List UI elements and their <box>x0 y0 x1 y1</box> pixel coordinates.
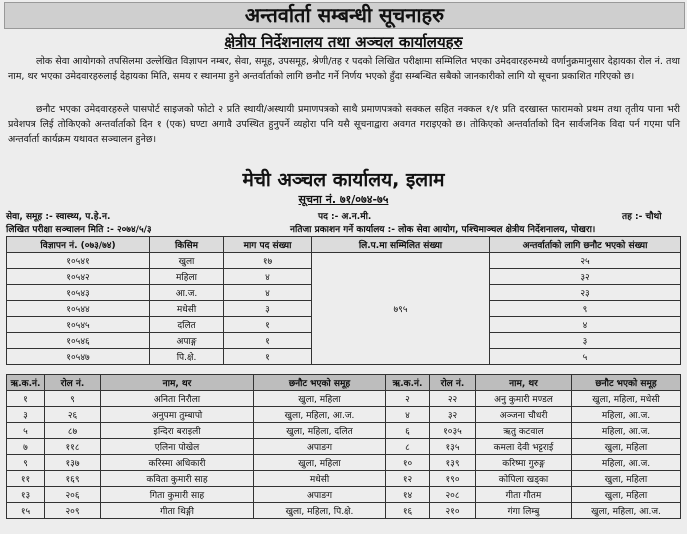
serial-cell: ८ <box>386 439 430 455</box>
roll-cell: २०९ <box>45 503 101 519</box>
col-header-ad-no: विज्ञापन नं. (०७३/७४) <box>7 237 150 253</box>
table-row <box>7 503 681 519</box>
serial-cell: १६ <box>386 503 430 519</box>
serial-cell: २ <box>386 391 430 407</box>
candidate-header-row <box>7 375 681 391</box>
col-header-group: छनौट भएको समूह <box>254 375 386 391</box>
group-cell: खुला, महिला, आ.ज. <box>254 407 386 423</box>
roll-cell: १९० <box>430 471 476 487</box>
service-group: सेवा, समूह :- स्वास्थ्य, प.हे.न. <box>6 212 111 222</box>
serial-cell: १० <box>386 455 430 471</box>
col-header-demand: माग पद संख्या <box>224 237 312 253</box>
ad-number-cell: १०५४४ <box>7 301 150 317</box>
ad-number-cell: १०५४६ <box>7 333 150 349</box>
name-cell: इन्दिरा बराइली <box>101 423 254 439</box>
type-cell: मधेसी <box>150 301 224 317</box>
name-cell: अनिता निरौला <box>101 391 254 407</box>
group-cell: खुला, महिला <box>572 471 681 487</box>
table-row <box>7 487 681 503</box>
candidate-table <box>6 374 681 519</box>
name-cell: गीता थिङ्गी <box>101 503 254 519</box>
name-cell: ऋतु कटवाल <box>476 423 572 439</box>
ad-number-cell: १०५४७ <box>7 349 150 365</box>
col-header-type: किसिम <box>150 237 224 253</box>
roll-cell: २६ <box>45 407 101 423</box>
col-header-group-2: छनौट भएको समूह <box>572 375 681 391</box>
demand-cell: ४ <box>224 285 312 301</box>
serial-cell: १४ <box>386 487 430 503</box>
section-subtitle: क्षेत्रीय निर्देशनालय तथा अञ्चल कार्यालयहरु <box>224 33 463 51</box>
col-header-roll: रोल नं. <box>45 375 101 391</box>
group-cell: खुला, महिला <box>254 391 386 407</box>
name-cell: अनुपमा तुम्बापो <box>101 407 254 423</box>
group-cell: खुला, महिला, मधेसी <box>572 391 681 407</box>
selected-count-cell: ३२ <box>490 269 681 285</box>
type-cell: आ.ज. <box>150 285 224 301</box>
ad-number-cell: १०५४५ <box>7 317 150 333</box>
name-cell: कोपिला खड्का <box>476 471 572 487</box>
type-cell: महिला <box>150 269 224 285</box>
roll-cell: १०३५ <box>430 423 476 439</box>
name-cell: एलिना पोखेल <box>101 439 254 455</box>
roll-cell: ९ <box>45 391 101 407</box>
roll-cell: ८७ <box>45 423 101 439</box>
group-cell: महिला, आ.ज. <box>572 455 681 471</box>
roll-cell: १३७ <box>45 455 101 471</box>
selected-count-cell: ५ <box>490 349 681 365</box>
roll-cell: २०६ <box>45 487 101 503</box>
serial-cell: १२ <box>386 471 430 487</box>
col-header-serial: ऋ.क.नं. <box>7 375 45 391</box>
demand-cell: १७ <box>224 253 312 269</box>
name-cell: गीता गौतम <box>476 487 572 503</box>
post-name: पद :- अ.न.मी. <box>318 212 372 222</box>
group-cell: खुला, महिला, दलित <box>254 423 386 439</box>
col-header-attended: लि.प.मा सम्मिलित संख्या <box>312 237 490 253</box>
serial-cell: ६ <box>386 423 430 439</box>
col-header-name-2: नाम, थर <box>476 375 572 391</box>
intro-paragraph-2: छनौट भएका उमेदवारहरुले पासपोर्ट साइजको फोटो २ प्रति स्थायी/अस्थायी प्रमाणपत्रको साथै प्रमाणपत्रको सक्कल सहित नक्कल १/१ प्रति दरखास्त फारामको प्रथम तथा तृतीय पाना भरी प्रवेशपत्र लिई तोकिएको अन्तर्वार्ताको दिन १ (एक) घण्टा अगावै उपस्थित हुनुपर्ने व्यहोरा पनि यसै सूचनाद्वारा अवगत गराइएको छ। तोकिएको अन्तर्वार्ताको दिन सार्वजनिक विदा पर्न गएमा पनि अन्तर्वार्ता कार्यक्रम यथावत सञ्चालन हुनेछ। <box>8 104 680 146</box>
roll-cell: २२ <box>430 391 476 407</box>
serial-cell: ४ <box>386 407 430 423</box>
serial-cell: १५ <box>7 503 45 519</box>
roll-cell: २०८ <box>430 487 476 503</box>
roll-cell: १३५ <box>430 439 476 455</box>
table-row <box>7 391 681 407</box>
roll-cell: ३२ <box>430 407 476 423</box>
col-header-serial-2: ऋ.क.नं. <box>386 375 430 391</box>
demand-cell: ४ <box>224 269 312 285</box>
group-cell: खुला, महिला <box>572 487 681 503</box>
type-cell: खुला <box>150 253 224 269</box>
col-header-selected: अन्तर्वार्ताको लागि छनौट भएको संख्या <box>490 237 681 253</box>
demand-cell: १ <box>224 317 312 333</box>
ad-number-cell: १०५४३ <box>7 285 150 301</box>
ad-number-cell: १०५४२ <box>7 269 150 285</box>
group-cell: अपाङग <box>254 439 386 455</box>
page-banner: अन्तर्वार्ता सम्बन्धी सूचनाहरु <box>4 2 685 29</box>
exam-date: लिखित परीक्षा सञ्चालन मिति :- २०७४/५/३ <box>6 225 152 235</box>
roll-cell: १३९ <box>430 455 476 471</box>
demand-cell: १ <box>224 349 312 365</box>
ad-number-cell: १०५४१ <box>7 253 150 269</box>
group-cell: महिला, आ.ज. <box>572 423 681 439</box>
name-cell: करिष्मा गुरुङ्ग <box>476 455 572 471</box>
group-cell: खुला, महिला <box>572 439 681 455</box>
group-cell: खुला, महिला, पि.क्षे. <box>254 503 386 519</box>
table-row <box>7 471 681 487</box>
col-header-roll-2: रोल नं. <box>430 375 476 391</box>
summary-header-row <box>7 237 681 253</box>
notice-number: सूचना नं. ७१/०७४-७५ <box>298 193 389 206</box>
group-cell: खुला, महिला, आ.ज. <box>572 503 681 519</box>
roll-cell: ११८ <box>45 439 101 455</box>
name-cell: गिता कुमारी साह <box>101 487 254 503</box>
selected-count-cell: २५ <box>490 253 681 269</box>
serial-cell: ७ <box>7 439 45 455</box>
name-cell: गंगा लिम्बु <box>476 503 572 519</box>
summary-row <box>7 253 681 269</box>
group-cell: मधेसी <box>254 471 386 487</box>
serial-cell: ५ <box>7 423 45 439</box>
post-level: तह :- चौथो <box>622 212 662 222</box>
table-row <box>7 407 681 423</box>
table-row <box>7 455 681 471</box>
col-header-name: नाम, थर <box>101 375 254 391</box>
table-row <box>7 439 681 455</box>
table-row <box>7 423 681 439</box>
name-cell: अञ्जना चौधरी <box>476 407 572 423</box>
selected-count-cell: ३ <box>490 333 681 349</box>
type-cell: अपाङ्ग <box>150 333 224 349</box>
selected-count-cell: ९ <box>490 301 681 317</box>
serial-cell: ३ <box>7 407 45 423</box>
serial-cell: ११ <box>7 471 45 487</box>
group-cell: अपाङग <box>254 487 386 503</box>
serial-cell: १३ <box>7 487 45 503</box>
serial-cell: ९ <box>7 455 45 471</box>
name-cell: अनु कुमारी मण्डल <box>476 391 572 407</box>
roll-cell: १६९ <box>45 471 101 487</box>
type-cell: दलित <box>150 317 224 333</box>
group-cell: खुला, महिला <box>254 455 386 471</box>
result-office: नतिजा प्रकाशन गर्ने कार्यालय :- लोक सेवा आयोग, पश्चिमाञ्चल क्षेत्रीय निर्देशनालय, पोखरा। <box>290 225 596 235</box>
selected-count-cell: ४ <box>490 317 681 333</box>
intro-paragraph-1: लोक सेवा आयोगको तपसिलमा उल्लेखित विज्ञापन नम्बर, सेवा, समूह, उपसमूह, श्रेणी/तह र पदको लिखित परीक्षामा सम्मिलित भएका उमेदवारहरुमध्ये वर्णानुक्रमानुसार देहायका रोल नं. तथा नाम, थर भएका उमेदवारहरुलाई देहायका मिति, समय र स्थानमा हुने अन्तर्वार्ताको लागि छनौट गर्ने निर्णय भएको हुँदा सम्बन्धित सबैको जानकारीको लागि यो सूचना प्रकाशित गरिएको छ। <box>8 56 680 83</box>
summary-table <box>6 236 681 365</box>
roll-cell: २१० <box>430 503 476 519</box>
demand-cell: १ <box>224 333 312 349</box>
type-cell: पि.क्षे. <box>150 349 224 365</box>
attended-count-cell: ७९५ <box>312 253 490 365</box>
group-cell: महिला, आ.ज. <box>572 407 681 423</box>
name-cell: कविता कुमारी साह <box>101 471 254 487</box>
office-title: मेची अञ्चल कार्यालय, इलाम <box>242 169 445 191</box>
selected-count-cell: २३ <box>490 285 681 301</box>
demand-cell: ३ <box>224 301 312 317</box>
serial-cell: १ <box>7 391 45 407</box>
name-cell: करिस्मा अधिकारी <box>101 455 254 471</box>
name-cell: कमला देवी भट्टराई <box>476 439 572 455</box>
